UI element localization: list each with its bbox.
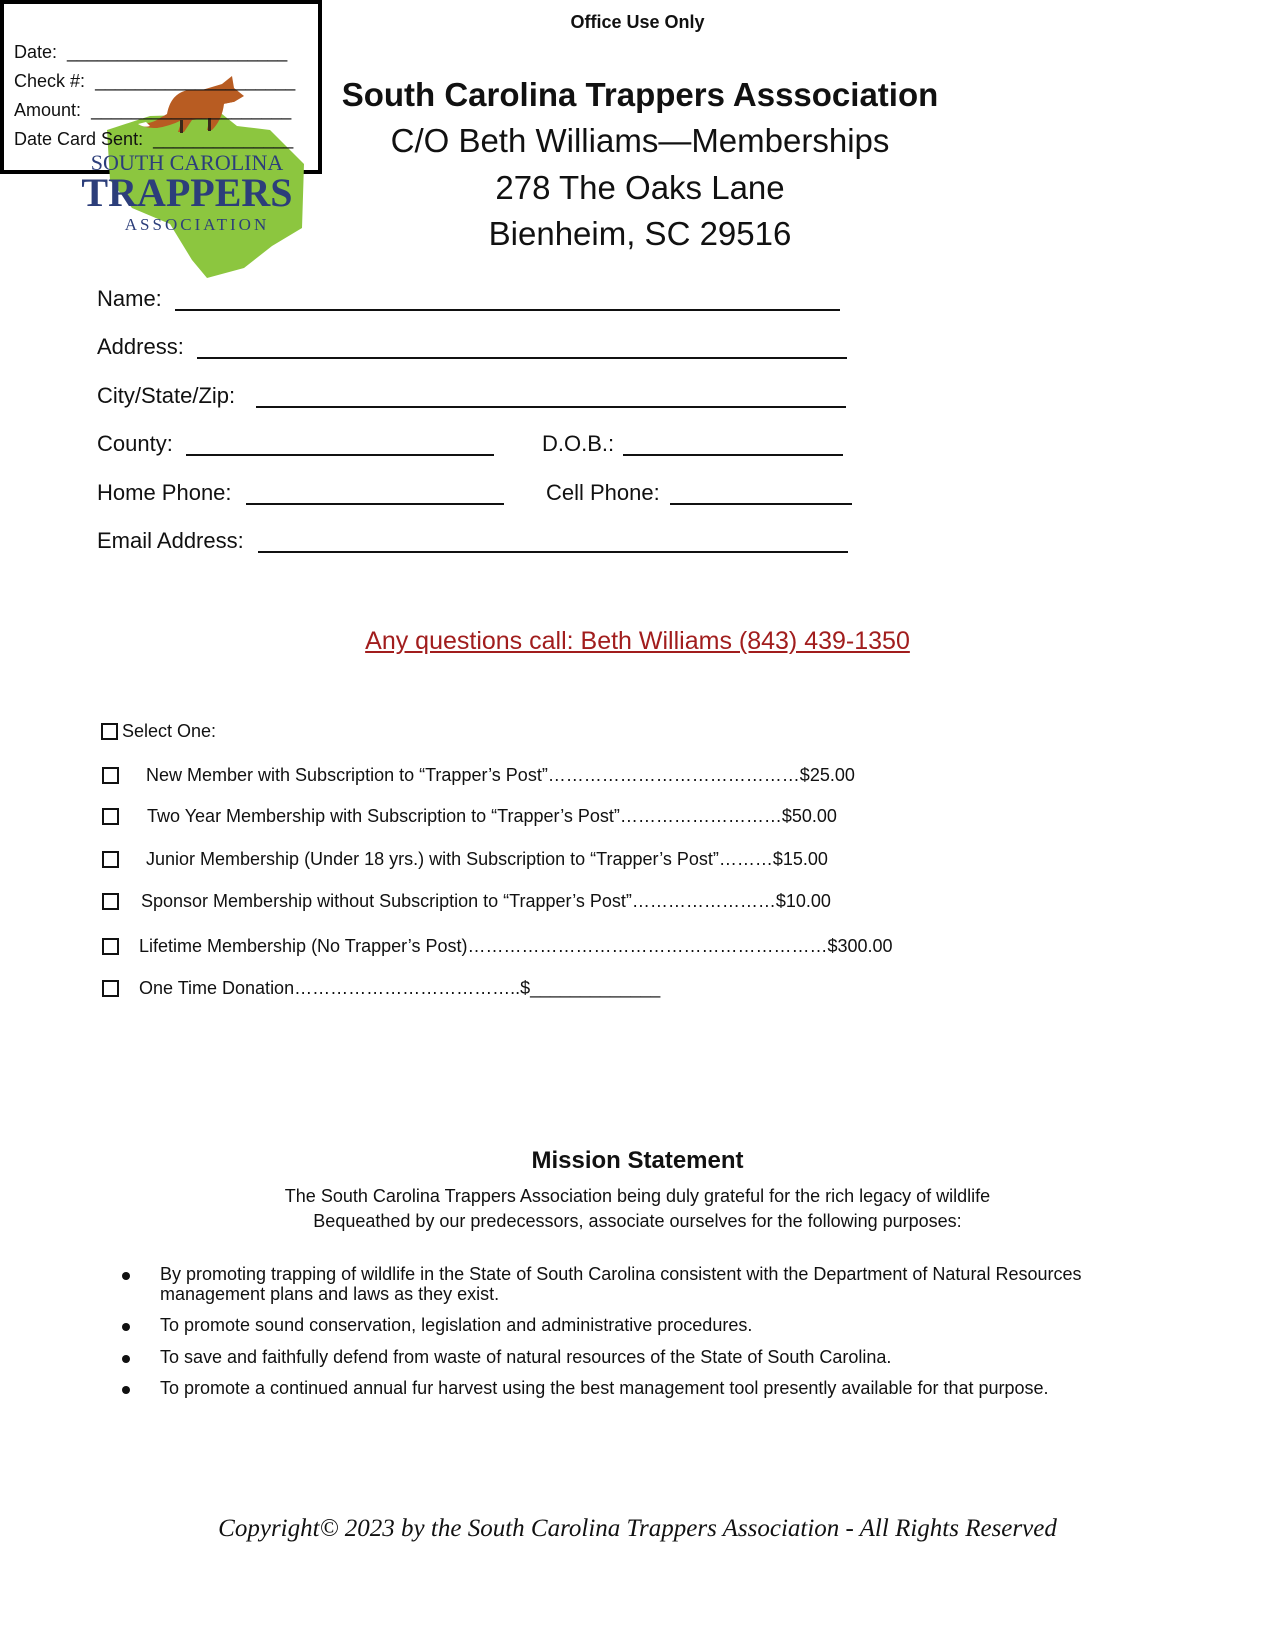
office-title: Office Use Only	[570, 12, 705, 32]
address-field[interactable]	[197, 357, 847, 359]
lifetime-option: Lifetime Membership (No Trapper’s Post)……………………………………………………$300.00	[139, 936, 893, 956]
street-address: 278 The Oaks Lane	[495, 169, 785, 206]
county-field[interactable]	[186, 454, 494, 456]
mission-bullet-3: To save and faithfully defend from waste of natural resources of the State of South Carolina.	[160, 1347, 892, 1367]
office-date: Date: ______________________	[14, 42, 288, 62]
cell-phone-label: Cell Phone:	[546, 480, 660, 505]
mission-bullet-4: To promote a continued annual fur harvest using the best management tool presently available for that purpose.	[160, 1378, 1049, 1398]
new-member-checkbox[interactable]	[102, 767, 119, 784]
care-of-line: C/O Beth Williams—Memberships	[390, 122, 890, 159]
mission-intro-2: Bequeathed by our predecessors, associate ourselves for the following purposes:	[313, 1211, 962, 1231]
office-amount: Amount: ____________________	[14, 100, 292, 120]
mission-bullet-1: By promoting trapping of wildlife in the State of South Carolina consistent with the Department of Natural Resources management plans and laws as they exist.	[160, 1264, 1082, 1304]
lifetime-checkbox[interactable]	[102, 938, 119, 955]
org-name: South Carolina Trappers Asssociation	[341, 76, 939, 113]
logo-line3: ASSOCIATION	[124, 215, 270, 234]
city-state-zip-line: Bienheim, SC 29516	[488, 215, 792, 252]
two-year-checkbox[interactable]	[102, 808, 119, 825]
donation-option: One Time Donation………………………………..$_____________	[139, 978, 661, 998]
mission-title: Mission Statement	[531, 1147, 744, 1174]
city-state-zip-label: City/State/Zip:	[97, 383, 236, 408]
office-check: Check #: ____________________	[14, 71, 296, 91]
bullet-icon	[122, 1272, 130, 1280]
dob-field[interactable]	[623, 454, 843, 456]
address-label: Address:	[97, 334, 184, 359]
junior-option: Junior Membership (Under 18 yrs.) with Subscription to “Trapper’s Post”………$15.00	[146, 849, 828, 869]
cell-phone-field[interactable]	[670, 503, 852, 505]
logo-line1: SOUTH CAROLINA	[90, 150, 284, 175]
sponsor-checkbox[interactable]	[102, 893, 119, 910]
email-label: Email Address:	[97, 528, 244, 553]
county-label: County:	[97, 431, 173, 456]
dob-label: D.O.B.:	[542, 431, 615, 456]
questions-contact: Any questions call: Beth Williams (843) 439-1350	[365, 627, 910, 655]
copyright-notice: Copyright© 2023 by the South Carolina Trappers Association - All Rights Reserved	[218, 1515, 1057, 1542]
city-state-zip-field[interactable]	[256, 406, 846, 408]
select-one-checkbox[interactable]	[101, 723, 118, 740]
bullet-icon	[122, 1323, 130, 1331]
name-label: Name:	[97, 286, 162, 311]
mission-bullet-2: To promote sound conservation, legislation and administrative procedures.	[160, 1315, 753, 1335]
bullet-icon	[122, 1355, 130, 1363]
donation-checkbox[interactable]	[102, 980, 119, 997]
home-phone-field[interactable]	[246, 503, 504, 505]
office-date-card-sent: Date Card Sent: ______________	[14, 129, 294, 149]
home-phone-label: Home Phone:	[97, 480, 232, 505]
name-field[interactable]	[175, 309, 840, 311]
email-field[interactable]	[258, 551, 848, 553]
mission-intro-1: The South Carolina Trappers Association being duly grateful for the rich legacy of wildlife	[284, 1186, 991, 1206]
select-one-label: Select One:	[122, 721, 217, 741]
logo-line2: TRAPPERS	[81, 170, 293, 215]
two-year-option: Two Year Membership with Subscription to “Trapper’s Post”………………………$50.00	[147, 806, 837, 826]
junior-checkbox[interactable]	[102, 851, 119, 868]
new-member-option: New Member with Subscription to “Trapper’s Post”……………………………………$25.00	[146, 765, 855, 785]
bullet-icon	[122, 1386, 130, 1394]
sponsor-option: Sponsor Membership without Subscription to “Trapper’s Post”……………………$10.00	[141, 891, 831, 911]
